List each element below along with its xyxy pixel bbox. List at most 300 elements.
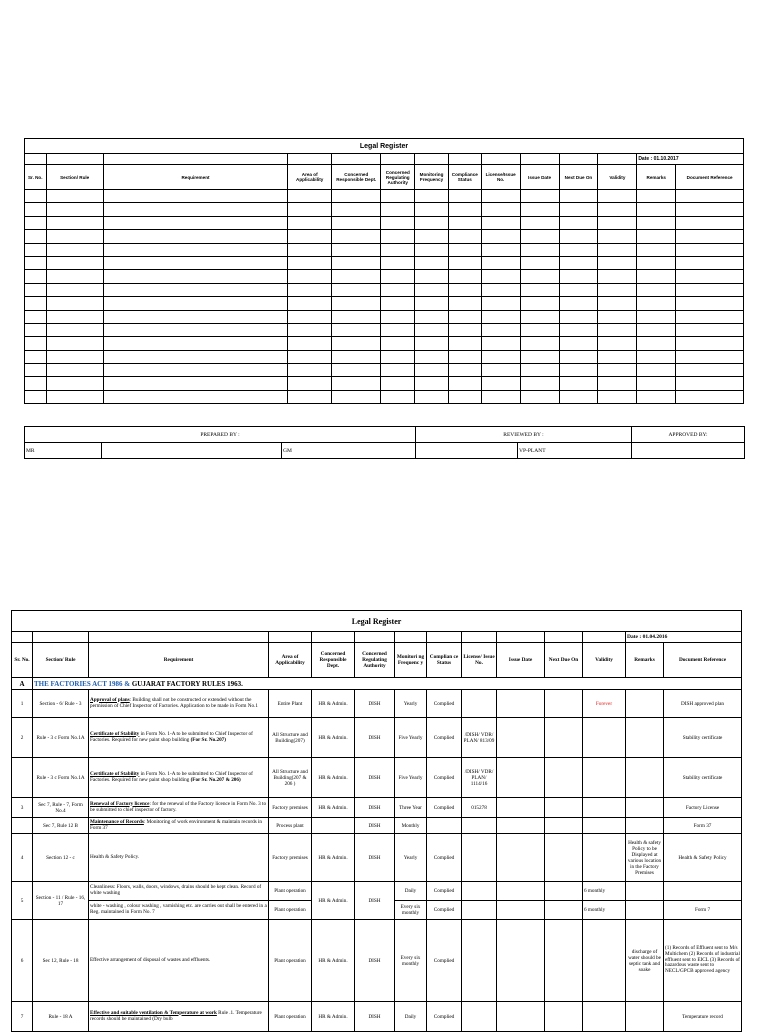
validity <box>583 798 626 818</box>
col-header: Complian ce Status <box>427 643 462 678</box>
col-header: Validity <box>583 643 626 678</box>
template-blank-row <box>25 203 744 216</box>
blank-cell <box>332 256 381 269</box>
blank-cell <box>332 190 381 203</box>
frequency: Monthly <box>395 818 427 834</box>
blank-cell <box>288 203 332 216</box>
section-rule: Sec 7, Rule - 7, Form No.4 <box>33 798 89 818</box>
blank-cell <box>288 256 332 269</box>
blank-cell <box>559 377 598 390</box>
authority: DISH <box>355 798 395 818</box>
blank-cell <box>448 364 481 377</box>
area: Plant operation <box>269 901 312 920</box>
next-due <box>545 818 583 834</box>
frequency: Every six monthly <box>395 920 427 1002</box>
blank-cell <box>598 216 637 229</box>
issue-date <box>497 718 545 758</box>
blank-cell <box>415 203 449 216</box>
col-header: Concerned Regulating Authority <box>355 643 395 678</box>
requirement <box>89 690 269 718</box>
blank-cell <box>676 350 744 363</box>
area: Plant operation <box>269 1002 312 1032</box>
blank-cell <box>46 270 103 283</box>
blank-cell <box>25 190 47 203</box>
blank-cell <box>637 323 676 336</box>
blank-cell <box>46 364 103 377</box>
section-rule: Sec 7, Rule 12 B <box>33 818 89 834</box>
blank-cell <box>481 297 520 310</box>
doc-ref: Health & Safety Policy <box>664 834 742 882</box>
blank-cell <box>559 350 598 363</box>
blank-cell <box>559 190 598 203</box>
table-row <box>12 818 742 834</box>
table-row <box>12 758 742 798</box>
dept: HR & Admin. <box>312 758 355 798</box>
blank-cell <box>288 377 332 390</box>
section-row <box>12 678 742 690</box>
issue-date <box>497 834 545 882</box>
remarks <box>626 798 664 818</box>
col-header: Area of Applicability <box>269 643 312 678</box>
requirement-head: Effective and suitable ventilation & Temperature at work <box>90 1009 217 1016</box>
dept <box>312 818 355 834</box>
col-header: Document Reference <box>676 165 744 190</box>
section-rule: Section 12 - c <box>33 834 89 882</box>
blank-cell <box>381 364 415 377</box>
status: Complied <box>427 834 462 882</box>
area: Factory premises <box>269 798 312 818</box>
section-rule: Section - 6/ Rule - 3 <box>33 690 89 718</box>
blank-cell <box>288 337 332 350</box>
remarks: discharge of water should be septic tank and soake <box>626 920 664 1002</box>
blank-cell <box>448 310 481 323</box>
blank-cell <box>676 190 744 203</box>
blank-cell <box>676 283 744 296</box>
blank-cell <box>637 364 676 377</box>
blank-cell <box>415 283 449 296</box>
blank-cell <box>520 230 559 243</box>
blank-cell <box>559 310 598 323</box>
remarks <box>626 818 664 834</box>
blank-cell <box>288 283 332 296</box>
blank-cell <box>520 310 559 323</box>
blank-cell <box>520 216 559 229</box>
blank-cell <box>637 283 676 296</box>
blank-cell <box>520 203 559 216</box>
doc-ref: Form 37 <box>664 818 742 834</box>
next-due <box>545 718 583 758</box>
dept: HR & Admin. <box>312 882 355 920</box>
license: 015278 <box>462 798 497 818</box>
prepared-by-value: MR <box>25 443 102 459</box>
requirement-body: in Form No. 1-A to be submitted to Chief Inspector of Factories. Required for new paint shop building <box>90 770 253 783</box>
blank-cell <box>332 390 381 403</box>
table-row <box>12 882 742 901</box>
blank-cell <box>448 377 481 390</box>
blank-cell <box>381 190 415 203</box>
blank-cell <box>520 297 559 310</box>
license <box>462 901 497 920</box>
template-blank-row <box>25 297 744 310</box>
blank-cell <box>25 256 47 269</box>
remarks <box>626 718 664 758</box>
blank-cell <box>559 203 598 216</box>
blank-cell <box>381 350 415 363</box>
sr-no: 3 <box>12 798 33 818</box>
template-blank-row <box>25 377 744 390</box>
approved-by-value: VP-PLANT <box>518 443 632 459</box>
validity: Forever <box>583 690 626 718</box>
requirement: Cleanliness: Floors, walls, doors, windows, drains should be kept clean. Record of white washing <box>89 882 269 901</box>
blank-cell <box>103 230 287 243</box>
doc-ref: Temperature record <box>664 1002 742 1032</box>
blank-cell <box>637 350 676 363</box>
blank-cell <box>103 310 287 323</box>
blank-cell <box>381 283 415 296</box>
blank-cell <box>46 323 103 336</box>
issue-date <box>497 901 545 920</box>
blank-cell <box>381 337 415 350</box>
license <box>462 882 497 901</box>
register-date: Date : 01.04.2016 <box>626 632 742 643</box>
template-blank-row <box>25 337 744 350</box>
blank-cell <box>288 270 332 283</box>
status: Complied <box>427 920 462 1002</box>
blank-cell <box>520 364 559 377</box>
blank-cell <box>481 243 520 256</box>
blank-cell <box>415 364 449 377</box>
doc-ref <box>664 882 742 901</box>
blank-cell <box>637 390 676 403</box>
requirement-body: Effective arrangement of disposal of wastes and effluents. <box>90 956 211 963</box>
requirement <box>89 834 269 882</box>
validity <box>583 818 626 834</box>
blank-cell <box>481 203 520 216</box>
doc-ref: (1) Records of Effluent sent to M/s Multichem (2) Records of industrial effluent sent to EICL (3) Records of hazardous waste sent to NECL/GPCB approved agency <box>664 920 742 1002</box>
blank-cell <box>598 270 637 283</box>
status <box>427 818 462 834</box>
blank-cell <box>46 216 103 229</box>
blank-cell <box>332 350 381 363</box>
blank-cell <box>559 337 598 350</box>
blank-cell <box>288 297 332 310</box>
blank-cell <box>520 283 559 296</box>
blank-cell <box>25 270 47 283</box>
blank-cell <box>288 243 332 256</box>
blank-cell <box>381 270 415 283</box>
blank-cell <box>46 230 103 243</box>
blank-cell <box>481 283 520 296</box>
blank-cell <box>381 377 415 390</box>
blank-cell <box>481 310 520 323</box>
blank-cell <box>103 323 287 336</box>
dept: HR & Admin. <box>312 834 355 882</box>
col-header: Document Reference <box>664 643 742 678</box>
next-due <box>545 758 583 798</box>
next-due <box>545 882 583 901</box>
blank-cell <box>559 270 598 283</box>
blank-cell <box>25 364 47 377</box>
blank-cell <box>598 256 637 269</box>
col-header: License/Issue No. <box>481 165 520 190</box>
next-due <box>545 834 583 882</box>
section-rule: Rule - 18 A <box>33 1002 89 1032</box>
issue-date <box>497 758 545 798</box>
blank-cell <box>103 297 287 310</box>
act-title-part2: GUJARAT FACTORY RULES 1963. <box>131 679 243 688</box>
blank-cell <box>46 390 103 403</box>
blank-cell <box>415 243 449 256</box>
col-header: Requirement <box>103 165 287 190</box>
blank-cell <box>481 270 520 283</box>
register-header-row <box>12 643 742 678</box>
blank-cell <box>448 243 481 256</box>
requirement-body: : Building shall not be constructed or extended without the permission of Chief Inspector of Factories. Application to be made in Form No.1 <box>90 696 258 709</box>
blank-cell <box>448 203 481 216</box>
blank-cell <box>46 377 103 390</box>
act-title-part1: THE FACTORIES ACT 1986 & <box>34 679 132 688</box>
doc-ref: Stability certificate <box>664 758 742 798</box>
blank-cell <box>637 256 676 269</box>
blank-cell <box>25 390 47 403</box>
blank-cell <box>637 377 676 390</box>
blank-cell <box>103 243 287 256</box>
license <box>462 690 497 718</box>
dept: HR & Admin. <box>312 798 355 818</box>
blank-cell <box>448 390 481 403</box>
reviewed-by-value: GM <box>282 443 416 459</box>
template-blank-row <box>25 190 744 203</box>
requirement <box>89 920 269 1002</box>
blank-cell <box>676 310 744 323</box>
blank-cell <box>676 364 744 377</box>
section-rule: Rule - 3 c Form No.1A <box>33 718 89 758</box>
remarks: Health & safety Policy to be Displayed at various location in the Factory Premises <box>626 834 664 882</box>
col-header: Area of Applicability <box>288 165 332 190</box>
blank-cell <box>415 390 449 403</box>
blank-cell <box>520 256 559 269</box>
template-title: Legal Register <box>25 139 744 154</box>
sr-no: 4 <box>12 834 33 882</box>
blank-cell <box>481 337 520 350</box>
blank-cell <box>381 216 415 229</box>
issue-date <box>497 818 545 834</box>
template-date: Date : 01.10.2017 <box>637 154 744 165</box>
template-blank-row <box>25 323 744 336</box>
table-row <box>12 834 742 882</box>
status: Complied <box>427 901 462 920</box>
requirement-body: Rule .1. Temperature records should be maintained (Dry bulb <box>90 1009 262 1022</box>
blank-cell <box>448 190 481 203</box>
blank-cell <box>520 350 559 363</box>
col-header: Monitori ng Frequenc y <box>395 643 427 678</box>
license <box>462 1002 497 1032</box>
template-blank-row <box>25 364 744 377</box>
issue-date <box>497 798 545 818</box>
blank-cell <box>415 230 449 243</box>
license: /DISH/ VDR/ PLAN/ 1114/16 <box>462 758 497 798</box>
doc-ref: Form 7 <box>664 901 742 920</box>
blank-cell <box>481 216 520 229</box>
prepared-by-sign <box>102 443 282 459</box>
next-due <box>545 901 583 920</box>
blank-cell <box>520 377 559 390</box>
frequency: Yearly <box>395 834 427 882</box>
blank-cell <box>559 297 598 310</box>
blank-cell <box>481 230 520 243</box>
template-blank-row <box>25 310 744 323</box>
requirement-head: Certificate of Stability <box>90 770 140 777</box>
blank-cell <box>520 337 559 350</box>
next-due <box>545 798 583 818</box>
frequency: Daily <box>395 882 427 901</box>
blank-cell <box>381 323 415 336</box>
sr-no: 7 <box>12 1002 33 1032</box>
blank-cell <box>448 323 481 336</box>
frequency: Five Yearly <box>395 758 427 798</box>
issue-date <box>497 882 545 901</box>
blank-cell <box>598 243 637 256</box>
frequency: Yearly <box>395 690 427 718</box>
act-title <box>33 678 742 690</box>
sr-no: 1 <box>12 690 33 718</box>
col-header: Section/ Rule <box>46 165 103 190</box>
blank-cell <box>520 270 559 283</box>
requirement <box>89 1002 269 1032</box>
blank-cell <box>676 216 744 229</box>
area: Entire Plant <box>269 690 312 718</box>
blank-cell <box>381 310 415 323</box>
blank-cell <box>332 230 381 243</box>
blank-cell <box>520 323 559 336</box>
authority: DISH <box>355 758 395 798</box>
blank-cell <box>676 270 744 283</box>
blank-cell <box>103 270 287 283</box>
col-header: Validity <box>598 165 637 190</box>
col-header: Monitoring Frequency <box>415 165 449 190</box>
blank-cell <box>46 310 103 323</box>
register-title: Legal Register <box>12 611 742 632</box>
blank-cell <box>25 203 47 216</box>
section-code: A <box>12 678 33 690</box>
blank-cell <box>415 216 449 229</box>
next-due <box>545 920 583 1002</box>
validity: 6 monthly <box>583 901 626 920</box>
blank-cell <box>676 323 744 336</box>
area: Plant operation <box>269 882 312 901</box>
prepared-by-label: PREPARED BY : <box>25 427 416 443</box>
frequency: Daily <box>395 1002 427 1032</box>
blank-cell <box>559 256 598 269</box>
authority: DISH <box>355 690 395 718</box>
blank-cell <box>637 297 676 310</box>
section-rule: Section - 11 / Rule - 16, 17 <box>33 882 89 920</box>
blank-cell <box>676 203 744 216</box>
blank-cell <box>559 230 598 243</box>
next-due <box>545 1002 583 1032</box>
blank-cell <box>25 297 47 310</box>
blank-cell <box>598 390 637 403</box>
blank-cell <box>288 364 332 377</box>
legal-register <box>11 610 742 1032</box>
blank-cell <box>481 350 520 363</box>
issue-date <box>497 920 545 1002</box>
blank-cell <box>288 323 332 336</box>
col-header: Concerned Responsible Dept. <box>312 643 355 678</box>
blank-cell <box>559 364 598 377</box>
area: Factory premises <box>269 834 312 882</box>
blank-cell <box>676 390 744 403</box>
blank-cell <box>25 350 47 363</box>
status: Complied <box>427 1002 462 1032</box>
blank-cell <box>381 243 415 256</box>
blank-cell <box>103 364 287 377</box>
requirement-body: Health & Safety Policy. <box>90 853 140 860</box>
sr-no: 6 <box>12 920 33 1002</box>
approved-by-sign <box>632 443 745 459</box>
blank-cell <box>481 256 520 269</box>
legal-register-template <box>24 138 744 404</box>
blank-cell <box>103 256 287 269</box>
blank-cell <box>103 390 287 403</box>
status: Complied <box>427 882 462 901</box>
requirement <box>89 818 269 834</box>
col-header: Compliance Status <box>448 165 481 190</box>
validity <box>583 758 626 798</box>
approved-by-label: APPROVED BY: <box>632 427 745 443</box>
sr-no <box>12 758 33 798</box>
requirement-bold: (For Sr. No.207) <box>190 736 227 743</box>
reviewed-by-label: REVIEWED BY : <box>416 427 632 443</box>
blank-cell <box>288 190 332 203</box>
license <box>462 818 497 834</box>
blank-cell <box>481 377 520 390</box>
col-header: Sr. No. <box>25 165 47 190</box>
blank-cell <box>381 256 415 269</box>
blank-cell <box>448 283 481 296</box>
authority: DISH <box>355 1002 395 1032</box>
blank-cell <box>332 270 381 283</box>
blank-cell <box>46 350 103 363</box>
blank-cell <box>332 364 381 377</box>
table-row <box>12 920 742 1002</box>
blank-cell <box>46 337 103 350</box>
blank-cell <box>332 297 381 310</box>
blank-cell <box>332 377 381 390</box>
blank-cell <box>332 337 381 350</box>
area: All Structure and Building(207) <box>269 718 312 758</box>
authority: DISH <box>355 882 395 920</box>
blank-cell <box>25 230 47 243</box>
blank-cell <box>103 216 287 229</box>
dept: HR & Admin. <box>312 690 355 718</box>
template-blank-rows <box>25 190 744 404</box>
blank-cell <box>676 243 744 256</box>
authority: DISH <box>355 718 395 758</box>
table-row <box>12 1002 742 1032</box>
blank-cell <box>381 230 415 243</box>
blank-cell <box>25 216 47 229</box>
status: Complied <box>427 690 462 718</box>
blank-cell <box>598 337 637 350</box>
blank-cell <box>598 350 637 363</box>
blank-cell <box>481 323 520 336</box>
blank-cell <box>288 310 332 323</box>
template-header-row <box>25 165 744 190</box>
blank-cell <box>381 390 415 403</box>
blank-cell <box>637 270 676 283</box>
blank-cell <box>481 390 520 403</box>
